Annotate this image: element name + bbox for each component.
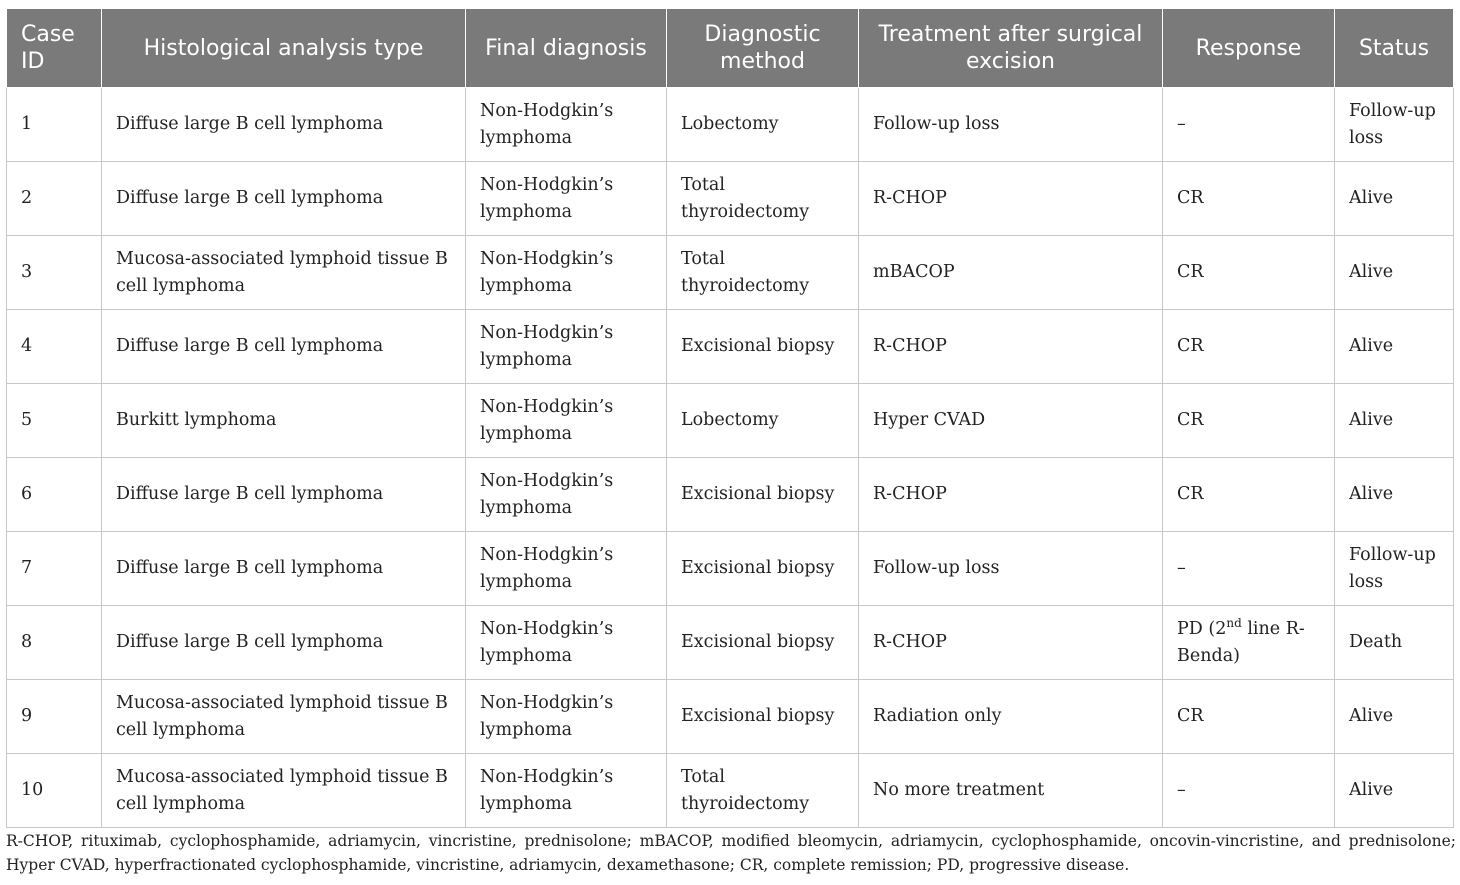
table-row bbox=[7, 384, 1454, 458]
cell-final-diagnosis: Non-Hodgkin’s lymphoma bbox=[466, 162, 667, 236]
cell-treatment: R-CHOP bbox=[859, 162, 1163, 236]
cell-histological-type: Diffuse large B cell lymphoma bbox=[102, 458, 466, 532]
cell-response: CR bbox=[1163, 162, 1335, 236]
cell-response: CR bbox=[1163, 384, 1335, 458]
cell-status: Death bbox=[1335, 606, 1454, 680]
cell-final-diagnosis: Non-Hodgkin’s lymphoma bbox=[466, 236, 667, 310]
cell-status: Alive bbox=[1335, 236, 1454, 310]
cell-status: Alive bbox=[1335, 310, 1454, 384]
case-table bbox=[6, 8, 1454, 828]
cell-treatment: R-CHOP bbox=[859, 310, 1163, 384]
cell-final-diagnosis: Non-Hodgkin’s lymphoma bbox=[466, 310, 667, 384]
cell-histological-type: Diffuse large B cell lymphoma bbox=[102, 532, 466, 606]
cell-status: Alive bbox=[1335, 384, 1454, 458]
cell-final-diagnosis: Non-Hodgkin’s lymphoma bbox=[466, 458, 667, 532]
cell-status: Alive bbox=[1335, 754, 1454, 828]
cell-response: – bbox=[1163, 532, 1335, 606]
cell-status: Alive bbox=[1335, 680, 1454, 754]
header-final-diagnosis: Final diagnosis bbox=[466, 9, 667, 88]
response-post: line R-Benda) bbox=[1177, 618, 1305, 666]
cell-histological-type: Diffuse large B cell lymphoma bbox=[102, 162, 466, 236]
cell-response: CR bbox=[1163, 458, 1335, 532]
header-diagnostic-method: Diagnostic method bbox=[667, 9, 859, 88]
cell-diagnostic-method: Lobectomy bbox=[667, 384, 859, 458]
cell-treatment: mBACOP bbox=[859, 236, 1163, 310]
cell-final-diagnosis: Non-Hodgkin’s lymphoma bbox=[466, 680, 667, 754]
cell-treatment: Radiation only bbox=[859, 680, 1163, 754]
header-histological-type: Histological analysis type bbox=[102, 9, 466, 88]
cell-case-id: 3 bbox=[7, 236, 102, 310]
table-row bbox=[7, 162, 1454, 236]
cell-status: Follow-up loss bbox=[1335, 88, 1454, 162]
cell-diagnostic-method: Excisional biopsy bbox=[667, 532, 859, 606]
cell-treatment: Follow-up loss bbox=[859, 88, 1163, 162]
cell-case-id: 10 bbox=[7, 754, 102, 828]
header-treatment: Treatment after surgical excision bbox=[859, 9, 1163, 88]
cell-histological-type: Diffuse large B cell lymphoma bbox=[102, 606, 466, 680]
table-row bbox=[7, 754, 1454, 828]
cell-case-id: 8 bbox=[7, 606, 102, 680]
cell-diagnostic-method: Lobectomy bbox=[667, 88, 859, 162]
cell-final-diagnosis: Non-Hodgkin’s lymphoma bbox=[466, 384, 667, 458]
header-case-id: Case ID bbox=[7, 9, 102, 88]
cell-final-diagnosis: Non-Hodgkin’s lymphoma bbox=[466, 88, 667, 162]
table-row bbox=[7, 458, 1454, 532]
cell-histological-type: Diffuse large B cell lymphoma bbox=[102, 88, 466, 162]
cell-diagnostic-method: Total thyroidectomy bbox=[667, 162, 859, 236]
cell-diagnostic-method: Total thyroidectomy bbox=[667, 754, 859, 828]
table-container bbox=[6, 8, 1453, 828]
cell-case-id: 7 bbox=[7, 532, 102, 606]
response-superscript: nd bbox=[1226, 615, 1242, 630]
cell-case-id: 9 bbox=[7, 680, 102, 754]
cell-response: – bbox=[1163, 88, 1335, 162]
cell-case-id: 2 bbox=[7, 162, 102, 236]
cell-final-diagnosis: Non-Hodgkin’s lymphoma bbox=[466, 606, 667, 680]
cell-diagnostic-method: Excisional biopsy bbox=[667, 606, 859, 680]
cell-treatment: R-CHOP bbox=[859, 458, 1163, 532]
cell-response bbox=[1163, 606, 1335, 680]
header-status: Status bbox=[1335, 9, 1454, 88]
cell-case-id: 1 bbox=[7, 88, 102, 162]
response-pre: PD (2 bbox=[1177, 618, 1227, 639]
cell-treatment: Hyper CVAD bbox=[859, 384, 1163, 458]
cell-final-diagnosis: Non-Hodgkin’s lymphoma bbox=[466, 532, 667, 606]
cell-case-id: 4 bbox=[7, 310, 102, 384]
cell-histological-type: Mucosa-associated lymphoid tissue B cell lymphoma bbox=[102, 754, 466, 828]
table-row bbox=[7, 606, 1454, 680]
cell-status: Follow-up loss bbox=[1335, 532, 1454, 606]
cell-histological-type: Diffuse large B cell lymphoma bbox=[102, 310, 466, 384]
cell-treatment: Follow-up loss bbox=[859, 532, 1163, 606]
cell-response: CR bbox=[1163, 310, 1335, 384]
table-row bbox=[7, 310, 1454, 384]
cell-diagnostic-method: Excisional biopsy bbox=[667, 310, 859, 384]
cell-diagnostic-method: Total thyroidectomy bbox=[667, 236, 859, 310]
table-row bbox=[7, 532, 1454, 606]
cell-case-id: 6 bbox=[7, 458, 102, 532]
cell-final-diagnosis: Non-Hodgkin’s lymphoma bbox=[466, 754, 667, 828]
cell-diagnostic-method: Excisional biopsy bbox=[667, 458, 859, 532]
cell-diagnostic-method: Excisional biopsy bbox=[667, 680, 859, 754]
cell-response: – bbox=[1163, 754, 1335, 828]
table-footnote: R-CHOP, rituximab, cyclophosphamide, adriamycin, vincristine, prednisolone; mBACOP, modified bleomycin, adriamycin, cyclophosphamide, oncovin-vincristine, and prednisolone; Hyper CVAD, hyperfractionated cyclophosphamide, vincristine, adriamycin, dexamethasone; CR, complete remission; PD, progressive disease. bbox=[6, 832, 1456, 874]
table-row bbox=[7, 680, 1454, 754]
header-row bbox=[7, 9, 1454, 88]
cell-treatment: No more treatment bbox=[859, 754, 1163, 828]
table-row bbox=[7, 88, 1454, 162]
cell-status: Alive bbox=[1335, 458, 1454, 532]
cell-status: Alive bbox=[1335, 162, 1454, 236]
cell-response: CR bbox=[1163, 236, 1335, 310]
cell-histological-type: Mucosa-associated lymphoid tissue B cell lymphoma bbox=[102, 236, 466, 310]
table-row bbox=[7, 236, 1454, 310]
cell-treatment: R-CHOP bbox=[859, 606, 1163, 680]
cell-response: CR bbox=[1163, 680, 1335, 754]
cell-histological-type: Mucosa-associated lymphoid tissue B cell lymphoma bbox=[102, 680, 466, 754]
cell-histological-type: Burkitt lymphoma bbox=[102, 384, 466, 458]
cell-case-id: 5 bbox=[7, 384, 102, 458]
header-response: Response bbox=[1163, 9, 1335, 88]
